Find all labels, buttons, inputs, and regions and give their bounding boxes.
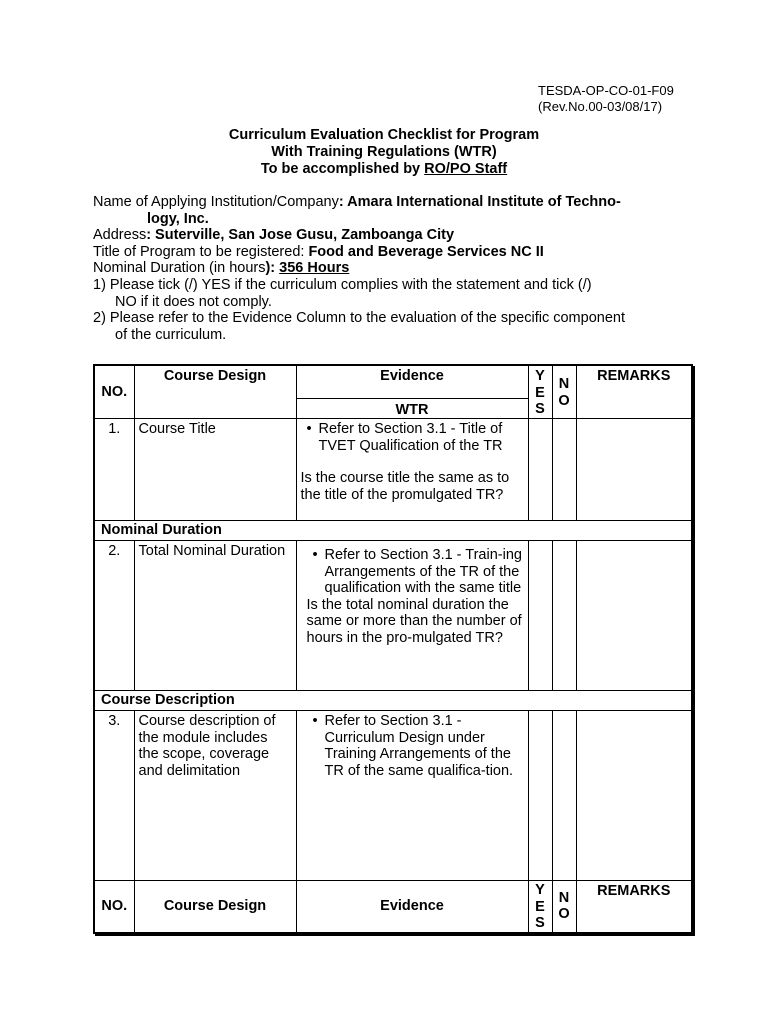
address-line bbox=[93, 227, 693, 244]
footer-header-remarks: REMARKS bbox=[576, 881, 692, 933]
evidence-bullet: • Refer to Section 3.1 - Curriculum Design under Training Arrangements of the TR of the same qualifica-tion. bbox=[325, 713, 524, 779]
header-wtr: WTR bbox=[296, 398, 528, 419]
institution-info bbox=[93, 194, 693, 343]
footer-yes-e: E bbox=[535, 898, 545, 915]
table-row bbox=[94, 419, 692, 521]
evidence-bullet: • Refer to Section 3.1 - Train-ing Arrangements of the TR of the qualification with the same title bbox=[325, 547, 524, 597]
remarks-cell[interactable] bbox=[576, 711, 692, 881]
duration-label: Nominal Duration (in hours bbox=[93, 260, 266, 277]
footer-header-evidence: Evidence bbox=[296, 881, 528, 933]
remarks-cell[interactable] bbox=[576, 419, 692, 521]
program-value: Food and Beverage Services NC II bbox=[308, 243, 544, 260]
header-no: NO. bbox=[94, 365, 134, 419]
header-no-col bbox=[552, 365, 576, 419]
row-number: 2. bbox=[94, 541, 134, 691]
no-checkbox-cell[interactable] bbox=[552, 541, 576, 691]
evaluation-checklist-table bbox=[93, 364, 693, 934]
course-design-cell: Course Title bbox=[134, 419, 296, 521]
institution-label: Name of Applying Institution/Company bbox=[93, 194, 339, 210]
evidence-cell bbox=[296, 419, 528, 521]
table-row bbox=[94, 711, 692, 881]
document-title bbox=[0, 127, 768, 178]
program-label: Title of Program to be registered: bbox=[93, 243, 309, 260]
header-yes bbox=[528, 365, 552, 419]
footer-no-o: O bbox=[558, 906, 570, 923]
section-row bbox=[94, 521, 692, 541]
yes-checkbox-cell[interactable] bbox=[528, 419, 552, 521]
table-footer-header-row bbox=[94, 881, 692, 933]
course-design-cell: Total Nominal Duration bbox=[134, 541, 296, 691]
duration-line bbox=[93, 260, 693, 277]
footer-yes-y: Y bbox=[535, 882, 545, 899]
yes-checkbox-cell[interactable] bbox=[528, 541, 552, 691]
instruction-2-cont: of the curriculum. bbox=[115, 326, 227, 343]
footer-no-n: N bbox=[558, 889, 570, 906]
course-design-cell: Course description of the module includes the scope, coverage and delimitation bbox=[134, 711, 296, 881]
header-no-n: N bbox=[558, 376, 570, 392]
evidence-bullet: • Refer to Section 3.1 - Title of TVET Qualification of the TR bbox=[319, 421, 524, 454]
doc-code-text: TESDA-OP-CO-01-F09 bbox=[538, 83, 674, 98]
instruction-1-cont: NO if it does not comply. bbox=[115, 293, 272, 310]
footer-header-yes bbox=[528, 881, 552, 933]
title-line-1: Curriculum Evaluation Checklist for Program bbox=[228, 127, 540, 143]
header-yes-s: S bbox=[535, 401, 545, 418]
header-evidence: Evidence bbox=[296, 365, 528, 398]
header-remarks: REMARKS bbox=[576, 365, 692, 419]
footer-header-no: NO. bbox=[94, 881, 134, 933]
title-line-3 bbox=[0, 161, 768, 178]
remarks-cell[interactable] bbox=[576, 541, 692, 691]
section-nominal-duration: Nominal Duration bbox=[94, 521, 692, 541]
duration-separator: ): bbox=[265, 260, 280, 277]
address-value: : Suterville, San Jose Gusu, Zamboanga City bbox=[146, 227, 455, 244]
row-number: 3. bbox=[94, 711, 134, 881]
instruction-1: 1) Please tick (/) YES if the curriculum complies with the statement and tick (/) bbox=[93, 276, 592, 293]
duration-value: 356 Hours bbox=[279, 260, 350, 277]
no-checkbox-cell[interactable] bbox=[552, 711, 576, 881]
instruction-2: 2) Please refer to the Evidence Column to the evaluation of the specific component bbox=[93, 310, 625, 327]
footer-header-no-col bbox=[552, 881, 576, 933]
header-course-design: Course Design bbox=[134, 365, 296, 419]
header-yes-e: E bbox=[535, 384, 545, 401]
address-label: Address bbox=[93, 227, 147, 244]
institution-line bbox=[93, 194, 693, 211]
program-line bbox=[93, 244, 693, 261]
evidence-cell bbox=[296, 541, 528, 691]
institution-value-cont: logy, Inc. bbox=[147, 210, 209, 227]
section-course-description: Course Description bbox=[94, 691, 692, 711]
footer-header-course-design: Course Design bbox=[134, 881, 296, 933]
no-checkbox-cell[interactable] bbox=[552, 419, 576, 521]
footer-yes-s: S bbox=[535, 915, 545, 932]
section-row bbox=[94, 691, 692, 711]
institution-value: : Amara International Institute of Techno- bbox=[338, 194, 621, 210]
table-header-row bbox=[94, 365, 692, 398]
table-row bbox=[94, 541, 692, 691]
yes-checkbox-cell[interactable] bbox=[528, 711, 552, 881]
revision-text: (Rev.No.00-03/08/17) bbox=[538, 99, 663, 114]
header-no-o: O bbox=[558, 392, 570, 409]
title-line-3-prefix: To be accomplished by bbox=[260, 161, 425, 177]
row-number: 1. bbox=[94, 419, 134, 521]
evidence-question: Is the course title the same as to the title of the promulgated TR? bbox=[300, 470, 510, 503]
title-line-2: With Training Regulations (WTR) bbox=[271, 144, 497, 160]
title-staff-underlined: RO/PO Staff bbox=[424, 161, 508, 177]
document-code bbox=[538, 83, 674, 115]
evidence-cell bbox=[296, 711, 528, 881]
header-yes-y: Y bbox=[535, 368, 545, 384]
evidence-question: Is the total nominal duration the same or more than the number of hours in the pro-mulgated TR? bbox=[306, 596, 522, 647]
